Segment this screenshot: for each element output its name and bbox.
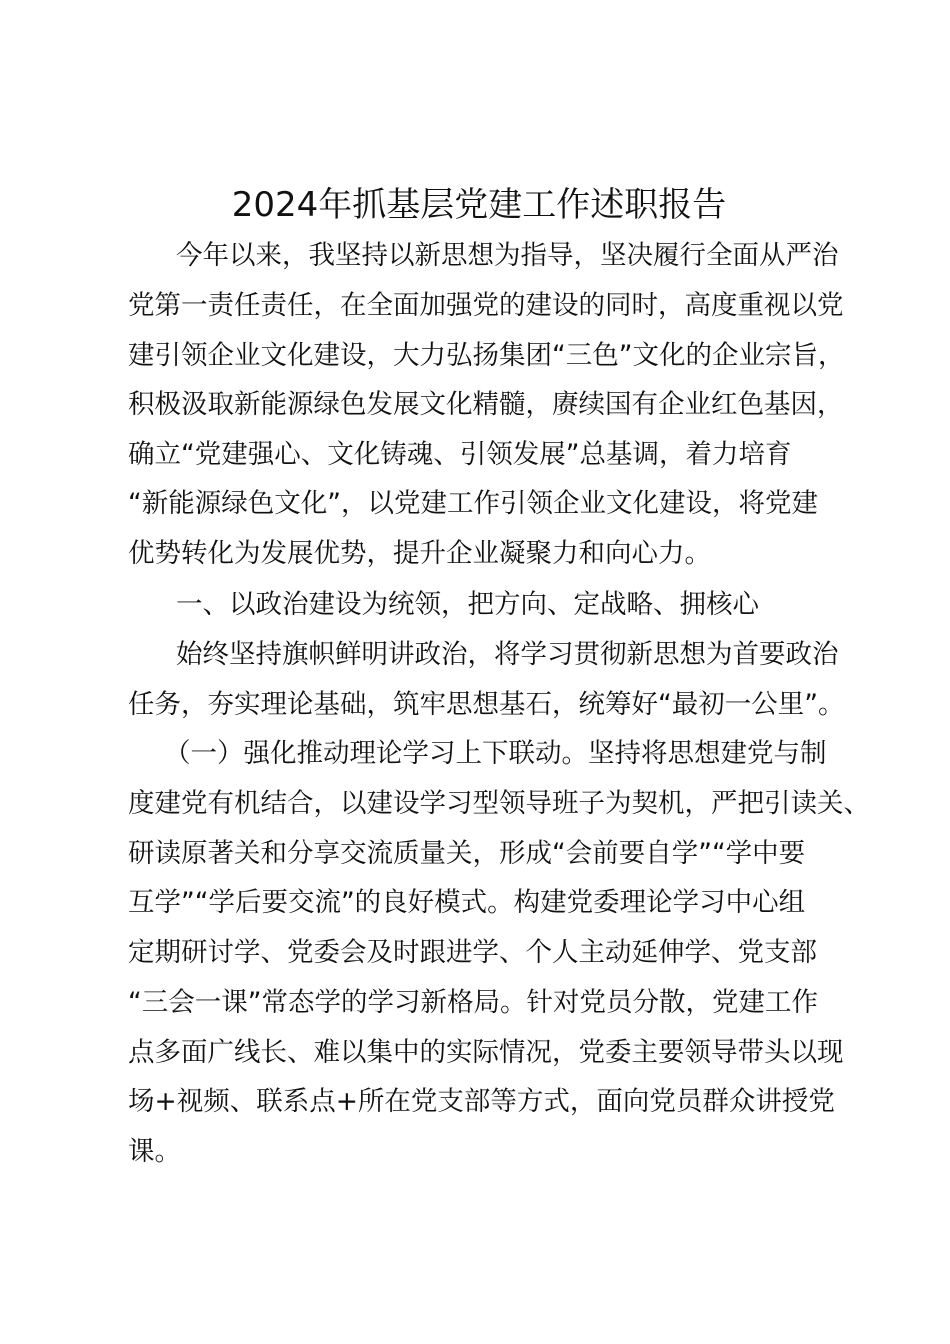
text-line: 场+视频、联系点+所在党支部等方式，面向党员群众讲授党 bbox=[128, 1086, 835, 1117]
text-line: 互学”“学后要交流”的良好模式。构建党委理论学习中心组 bbox=[128, 887, 806, 918]
text-line: 建引领企业文化建设，大力弘扬集团“三色”文化的企业宗旨， bbox=[128, 340, 845, 371]
section-heading: 一、以政治建设为统领，把方向、定战略、拥核心 bbox=[176, 589, 759, 620]
text-line: 确立“党建强心、文化铸魂、引领发展”总基调，着力培育 bbox=[128, 439, 792, 470]
text-line: 研读原著关和分享交流质量关，形成“会前要自学”“学中要 bbox=[128, 838, 806, 869]
text-line: 度建党有机结合，以建设学习型领导班子为契机，严把引读关、 bbox=[128, 788, 870, 819]
text-line: 始终坚持旗帜鲜明讲政治，将学习贯彻新思想为首要政治 bbox=[176, 639, 839, 670]
text-line: 今年以来，我坚持以新思想为指导，坚决履行全面从严治 bbox=[176, 240, 839, 271]
text-line: 点多面广线长、难以集中的实际情况，党委主要领导带头以现 bbox=[128, 1037, 844, 1068]
subsection-line: （一）强化推动理论学习上下联动。坚持将思想建党与制 bbox=[164, 738, 827, 769]
text-line: 任务，夯实理论基础，筑牢思想基石，统筹好“最初一公里”。 bbox=[128, 689, 845, 720]
text-line: 课。 bbox=[128, 1136, 181, 1167]
text-line: “新能源绿色文化”，以党建工作引领企业文化建设，将党建 bbox=[128, 488, 818, 519]
text-line: 定期研讨学、党委会及时跟进学、个人主动延伸学、党支部 bbox=[128, 937, 817, 968]
text-line: 党第一责任责任，在全面加强党的建设的同时，高度重视以党 bbox=[128, 290, 844, 321]
document-title: 2024年抓基层党建工作述职报告 bbox=[231, 185, 727, 225]
text-line: 积极汲取新能源绿色发展文化精髓，赓续国有企业红色基因， bbox=[128, 389, 844, 420]
text-line: 优势转化为发展优势，提升企业凝聚力和向心力。 bbox=[128, 538, 711, 569]
text-line: “三会一课”常态学的学习新格局。针对党员分散，党建工作 bbox=[128, 987, 818, 1018]
